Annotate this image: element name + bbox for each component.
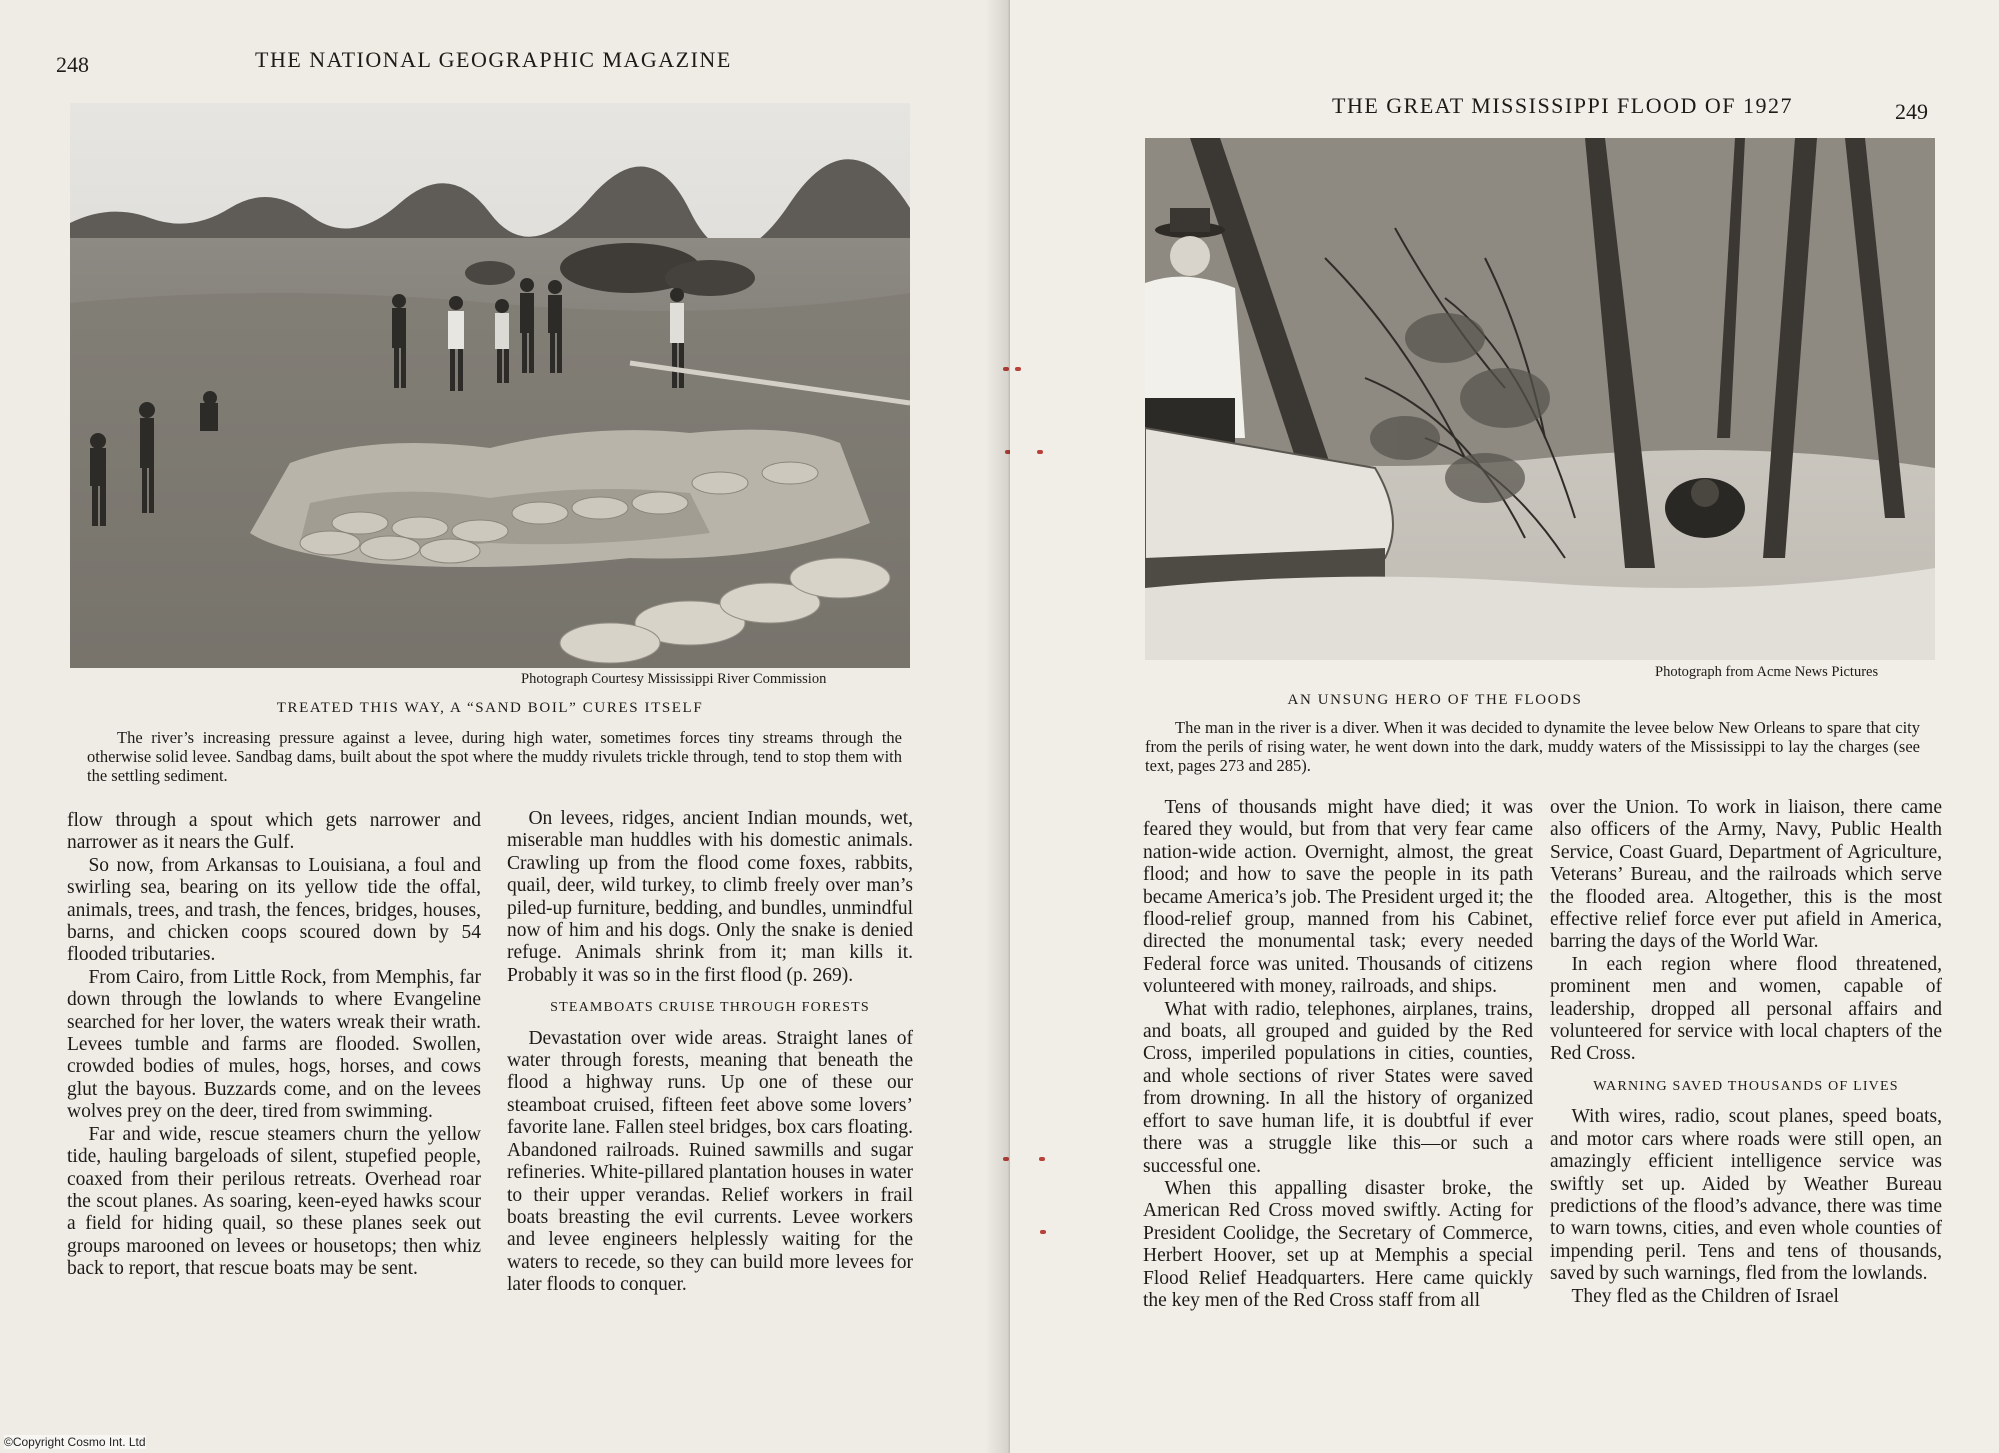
left-column-1 — [67, 810, 481, 1281]
left-photo-credit: Photograph Courtesy Mississippi River Commission — [521, 671, 827, 687]
sandbag-dam-photo-icon — [70, 103, 910, 668]
paragraph: From Cairo, from Little Rock, from Memphis, far down through the lowlands to where Evangeline searched for her lover, the waters wreak their wrath. Levees tumble and farms are flooded. Swollen, crowded bodies of mules, hogs, horses, and cows glut the bayous. Buzzards come, and on the levees wolves prey on the deer, tired from swimming. — [67, 966, 481, 1123]
left-running-head: THE NATIONAL GEOGRAPHIC MAGAZINE — [255, 47, 732, 72]
left-caption-body: The river’s increasing pressure against a levee, during high water, sometimes forces tiny streams through the otherwise solid levee. Sandbag dams, built about the spot where the muddy rivulets trickle through, tend to stop them with the settling sediment. — [87, 728, 902, 785]
right-page — [1010, 0, 1999, 1453]
right-caption-body: The man in the river is a diver. When it was decided to dynamite the levee below New Orleans to spare that city from the perils of rising water, he went down into the dark, muddy waters of the Mississippi to lay the charges (see text, pages 273 and 285). — [1145, 718, 1920, 775]
paragraph: Tens of thousands might have died; it was feared they would, but from that very fear came nation-wide action. Overnight, almost, the great flood; and how to save the people in its path became America’s job. The President urged it; the flood-relief group, manned from his Cabinet, directed the monumental task; every needed Federal force was united. Thousands of citizens volunteered with money, railroads, and ships. — [1143, 797, 1533, 998]
stain-mark — [1039, 1157, 1045, 1161]
paragraph: over the Union. To work in liaison, there came also officers of the Army, Navy, Public Health Service, Coast Guard, Department of Agriculture, Veterans’ Bureau, and the railroads which serve the flooded area. Altogether, this is the most effective relief force ever put afield in America, barring the days of the World War. — [1550, 797, 1942, 953]
paragraph: When this appalling disaster broke, the American Red Cross moved swiftly. Acting for President Coolidge, the Secretary of Commerce, Herbert Hoover, set up at Memphis a special Flood Relief Headquarters. Here came quickly the key men of the Red Cross staff from all — [1143, 1177, 1533, 1311]
right-caption-title: AN UNSUNG HERO OF THE FLOODS — [1287, 692, 1583, 708]
paragraph: What with radio, telephones, airplanes, trains, and boats, all grouped and guided by the Red Cross, imperiled populations in cities, counties, and whole sections of river States were saved from drowning. In all the history of organized effort to save human life, it is doubtful if ever there was a struggle like this—or such a successful one. — [1143, 998, 1533, 1177]
right-column-1 — [1143, 797, 1533, 1312]
paragraph: On levees, ridges, ancient Indian mounds, wet, miserable man huddles with his domestic animals. Crawling up from the flood come foxes, rabbits, quail, deer, wild turkey, to climb freely over man’s piled-up furniture, bedding, and bundles, unmindful now of him and his dogs. Only the snake is denied refuge. Animals shrink from it; man kills it. Probably it was so in the first flood (p. 269). — [507, 808, 913, 986]
stain-mark — [1040, 1230, 1046, 1234]
section-subhead: WARNING SAVED THOUSANDS OF LIVES — [1593, 1078, 1899, 1094]
right-folio: 249 — [1895, 99, 1928, 124]
left-caption-title: TREATED THIS WAY, A “SAND BOIL” CURES ITSELF — [276, 700, 704, 716]
paragraph: They fled as the Children of Israel — [1571, 1285, 1839, 1307]
diver-photo — [1145, 138, 1935, 660]
section-subhead: STEAMBOATS CRUISE THROUGH FORESTS — [550, 1000, 870, 1016]
right-photo-credit: Photograph from Acme News Pictures — [1655, 664, 1879, 680]
left-column-2 — [507, 808, 913, 1297]
paragraph: Far and wide, rescue steamers churn the yellow tide, hauling bargeloads of silent, stupefied people, coaxed from their perilous retreats. Overhead roar the scout planes. As soaring, keen-eyed hawks scour a field for hiding quail, so these planes seek out groups marooned on levees or housetops; then whiz back to report, that rescue boats may be sent. — [67, 1123, 481, 1280]
stain-mark — [1015, 367, 1021, 371]
paragraph: Devastation over wide areas. Straight lanes of water through forests, meaning that beneath the flood a highway runs. Up one of these our steamboat cruised, fifteen feet above some lovers’ favorite lane. Fallen steel bridges, box cars floating. Abandoned railroads. Ruined sawmills and sugar refineries. White-pillared plantation houses in water to their upper verandas. Relief workers in frail boats breasting the evil currents. Levee workers and levee engineers helplessly waiting for the waters to recede, so they can build more levees for later floods to conquer. — [507, 1027, 913, 1296]
sandbag-dam-photo — [70, 103, 910, 668]
stain-mark — [1037, 450, 1043, 454]
paragraph: flow through a spout which gets narrower and narrower as it nears the Gulf. — [67, 810, 481, 854]
right-column-2 — [1550, 797, 1942, 1308]
paragraph: In each region where flood threatened, prominent men and women, capable of leadership, dropped all personal affairs and volunteered for service with local chapters of the Red Cross. — [1550, 953, 1942, 1065]
copyright-watermark: ©Copyright Cosmo Int. Ltd — [4, 1435, 146, 1449]
left-folio: 248 — [56, 52, 89, 77]
paragraph: With wires, radio, scout planes, speed boats, and motor cars where roads were still open, an amazingly efficient intelligence service was swiftly set up. Aided by Weather Bureau predictions of the flood’s advance, there was time to warn towns, cities, and even whole counties of impending peril. Tens and tens of thousands, saved by such warnings, fled from the lowlands. — [1550, 1106, 1942, 1285]
right-running-head: THE GREAT MISSISSIPPI FLOOD OF 1927 — [1332, 93, 1793, 118]
paragraph: So now, from Arkansas to Louisiana, a foul and swirling sea, bearing on its yellow tide the offal, animals, trees, and trash, the fences, bridges, houses, barns, and chicken coops scoured down by 54 flooded tributaries. — [67, 854, 481, 966]
diver-in-river-photo-icon — [1145, 138, 1935, 660]
